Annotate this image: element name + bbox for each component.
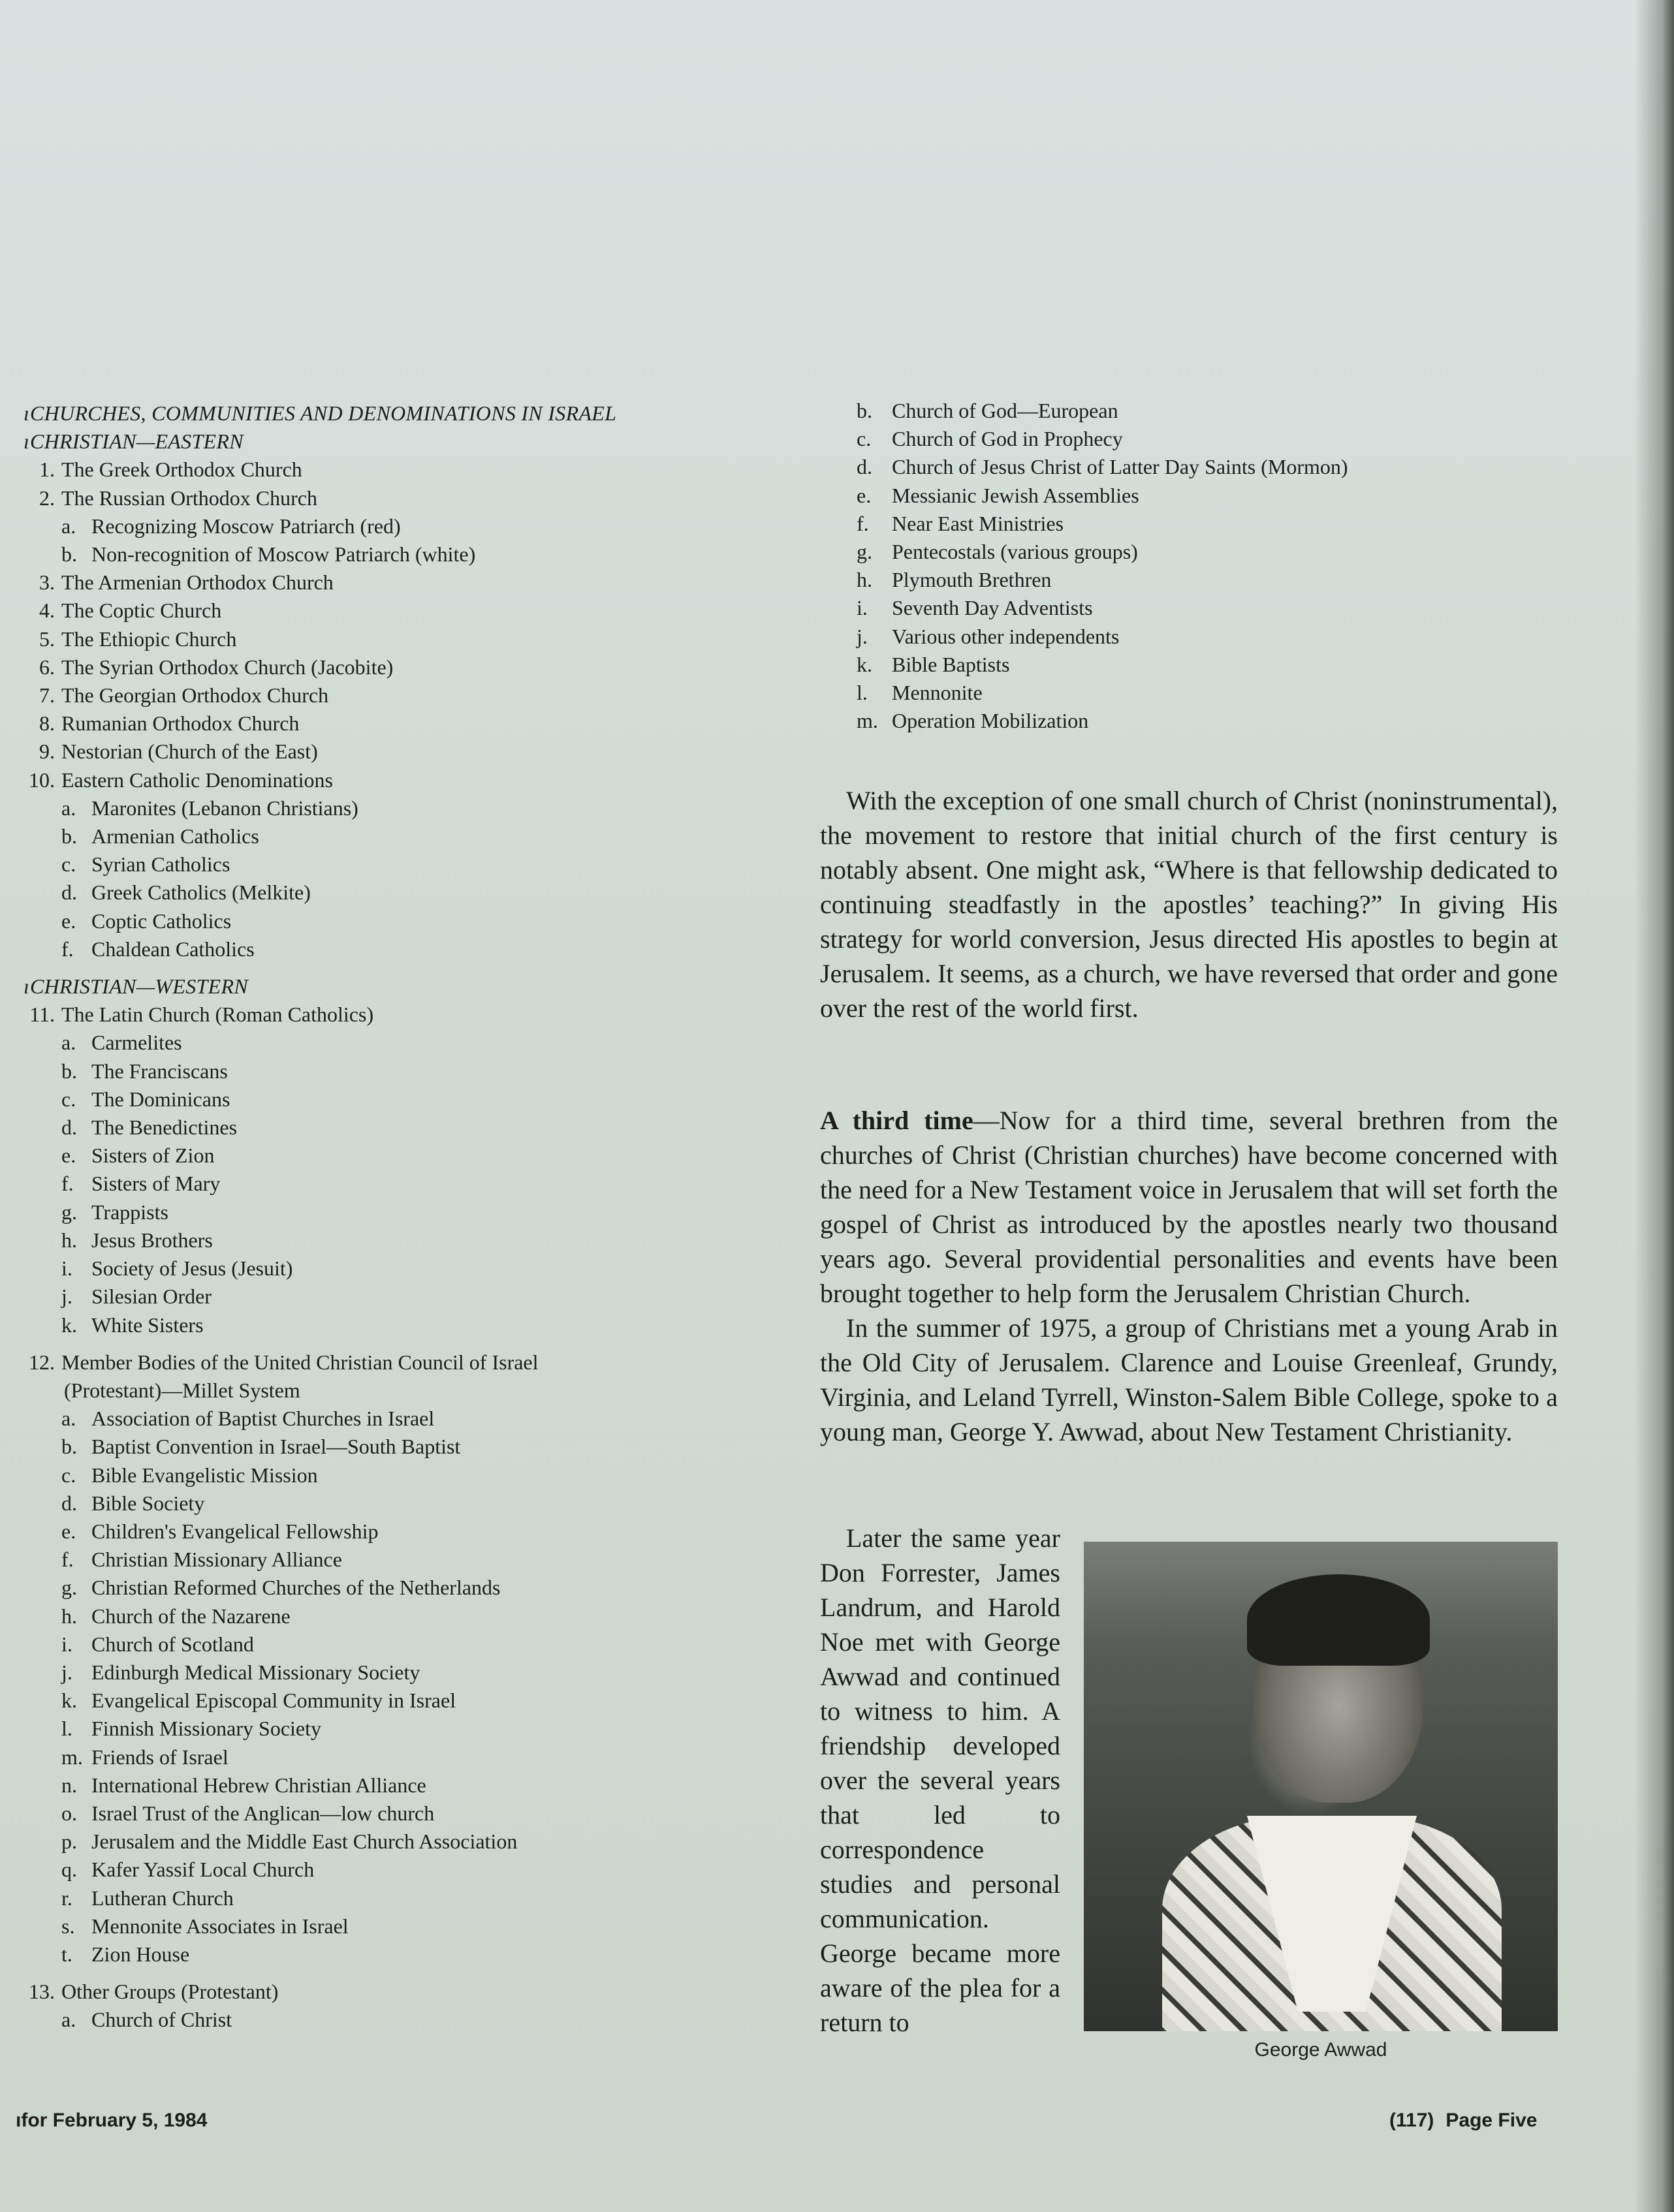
- page-number: (117) Page Five: [1389, 2110, 1538, 2131]
- list-item: 13. Other Groups (Protestant): [29, 1980, 279, 2004]
- list-subitem: a. Recognizing Moscow Patriarch (red): [61, 514, 401, 538]
- list-subitem: h. Jesus Brothers: [61, 1228, 213, 1252]
- list-subitem: g. Pentecostals (various groups): [857, 540, 1138, 564]
- list-subitem: n. International Hebrew Christian Alliance: [61, 1773, 426, 1797]
- western-heading: ıCHRISTIAN—WESTERN: [24, 974, 248, 999]
- article-paragraph-1: With the exception of one small church of Christ (noninstrumental), the movement to restore that initial church of the first century is notably absent. One might ask, “Where is that fellowship dedicated to continuing steadfastly in the apostles’ teaching?” In giving His strategy for world conversion, Jesus directed His apostles to begin at Jerusalem. It seems, as a church, we have reversed that order and gone over the rest of the world first.: [820, 786, 1558, 1023]
- list-subitem: f. Sisters of Mary: [61, 1172, 221, 1196]
- article-paragraphs-2-3: [820, 1103, 1558, 1449]
- list-subitem: m. Friends of Israel: [61, 1745, 229, 1769]
- list-item: 6. The Syrian Orthodox Church (Jacobite): [39, 655, 394, 679]
- eastern-heading: ıCHRISTIAN—EASTERN: [24, 429, 244, 454]
- issue-date: ıfor February 5, 1984: [16, 2110, 208, 2131]
- list-subitem: d. Greek Catholics (Melkite): [61, 880, 311, 905]
- list-subitem: h. Church of the Nazarene: [61, 1604, 291, 1628]
- list-subitem: b. The Franciscans: [61, 1059, 228, 1083]
- list-subitem: k. Bible Baptists: [857, 652, 1010, 676]
- summer-1975-paragraph: In the summer of 1975, a group of Christians met a young Arab in the Old City of Jerusalem. Clarence and Louise Greenleaf, Grundy, Virginia, and Leland Tyrrell, Winston-Salem Bible College, spoke to a young man, George Y. Awwad, about New Testament Christianity.: [820, 1313, 1558, 1446]
- list-subitem: c. Bible Evangelistic Mission: [61, 1463, 318, 1487]
- list-subitem: i. Seventh Day Adventists: [857, 596, 1093, 620]
- list-item: 1. The Greek Orthodox Church: [39, 458, 302, 482]
- list-subitem: m. Operation Mobilization: [857, 709, 1089, 733]
- list-subitem: f. Near East Ministries: [857, 511, 1064, 535]
- list-subitem: j. Various other independents: [857, 624, 1120, 648]
- list-subitem: d. Bible Society: [61, 1491, 205, 1515]
- list-subitem: a. Church of Christ: [61, 2008, 232, 2032]
- list-subitem: a. Association of Baptist Churches in Israel: [61, 1407, 435, 1431]
- list-subitem: j. Silesian Order: [61, 1285, 212, 1309]
- list-subitem: l. Mennonite: [857, 681, 983, 705]
- list-subitem: i. Society of Jesus (Jesuit): [61, 1256, 293, 1281]
- list-heading: ıCHURCHES, COMMUNITIES AND DENOMINATIONS IN ISRAEL: [24, 401, 617, 425]
- list-subitem: l. Finnish Missionary Society: [61, 1717, 322, 1741]
- denominations-list-continued: [857, 397, 1509, 735]
- list-subitem: b. Church of God—European: [857, 399, 1118, 422]
- list-subitem: i. Church of Scotland: [61, 1632, 254, 1656]
- list-item: 8. Rumanian Orthodox Church: [39, 711, 300, 736]
- list-subitem: e. Coptic Catholics: [61, 909, 232, 933]
- list-subitem: e. Children's Evangelical Fellowship: [61, 1519, 379, 1543]
- list-item: 5. The Ethiopic Church: [39, 627, 237, 651]
- list-subitem: t. Zion House: [61, 1942, 190, 1966]
- list-item: 11. The Latin Church (Roman Catholics): [29, 1003, 374, 1027]
- list-subitem: b. Baptist Convention in Israel—South Baptist: [61, 1435, 461, 1459]
- list-subitem: k. Evangelical Episcopal Community in Israel: [61, 1689, 456, 1713]
- list-subitem: r. Lutheran Church: [61, 1886, 234, 1910]
- list-subitem: p. Jerusalem and the Middle East Church Association: [61, 1830, 518, 1854]
- list-subitem: f. Chaldean Catholics: [61, 937, 255, 961]
- list-subitem: g. Trappists: [61, 1200, 168, 1224]
- page-edge-shadow: [1635, 0, 1674, 2212]
- list-item: 12. Member Bodies of the United Christian Council of Israel: [29, 1350, 539, 1374]
- list-subitem: b. Armenian Catholics: [61, 824, 259, 849]
- photo-hair-shape: [1247, 1574, 1430, 1666]
- list-subitem: g. Christian Reformed Churches of the Netherlands: [61, 1576, 501, 1600]
- list-item: 4. The Coptic Church: [39, 599, 222, 623]
- list-subitem: d. The Benedictines: [61, 1115, 238, 1140]
- bleed-through-title: [39, 150, 1632, 300]
- third-time-paragraph: A third time—Now for a third time, several brethren from the churches of Christ (Christian churches) have become concerned with the need for a New Testament voice in Jerusalem that will set forth the gospel of Christ as introduced by the apostles nearly two thousand years ago. Several providential personalities and events have been brought together to help form the Jerusalem Christian Church.: [820, 1106, 1558, 1308]
- list-item: 9. Nestorian (Church of the East): [39, 740, 318, 764]
- list-subitem: d. Church of Jesus Christ of Latter Day Saints (Mormon): [857, 455, 1348, 479]
- list-subitem: e. Sisters of Zion: [61, 1144, 215, 1168]
- article-paragraph-4: Later the same year Don Forrester, James Landrum, and Harold Noe met with George Awwad and continued to witness to him. A friendship developed over the several years that led to correspondence studies and personal communication. George became more aware of the plea for a return to: [820, 1523, 1060, 2037]
- list-subitem: h. Plymouth Brethren: [857, 568, 1052, 592]
- list-subitem: e. Messianic Jewish Assemblies: [857, 483, 1139, 507]
- list-subitem: b. Non-recognition of Moscow Patriarch (white): [61, 542, 476, 567]
- george-awwad-photo: [1084, 1542, 1558, 2031]
- list-subitem: a. Carmelites: [61, 1031, 182, 1055]
- list-subitem: q. Kafer Yassif Local Church: [61, 1858, 315, 1882]
- list-item: 10. Eastern Catholic Denominations: [29, 768, 333, 792]
- list-item: 7. The Georgian Orthodox Church: [39, 683, 329, 708]
- list-item: 2. The Russian Orthodox Church: [39, 486, 317, 510]
- list-item-continuation: (Protestant)—Millet System: [64, 1378, 300, 1402]
- list-subitem: s. Mennonite Associates in Israel: [61, 1914, 349, 1938]
- list-subitem: c. Syrian Catholics: [61, 852, 230, 877]
- list-subitem: o. Israel Trust of the Anglican—low church: [61, 1801, 435, 1825]
- denominations-list: [24, 399, 768, 2034]
- list-subitem: k. White Sisters: [61, 1313, 204, 1337]
- list-subitem: a. Maronites (Lebanon Christians): [61, 796, 358, 820]
- photo-caption: George Awwad: [1254, 2039, 1387, 2061]
- list-subitem: c. Church of God in Prophecy: [857, 427, 1123, 451]
- list-subitem: c. The Dominicans: [61, 1087, 230, 1111]
- list-subitem: f. Christian Missionary Alliance: [61, 1548, 342, 1572]
- list-item: 3. The Armenian Orthodox Church: [39, 570, 334, 595]
- list-subitem: j. Edinburgh Medical Missionary Society: [61, 1660, 420, 1684]
